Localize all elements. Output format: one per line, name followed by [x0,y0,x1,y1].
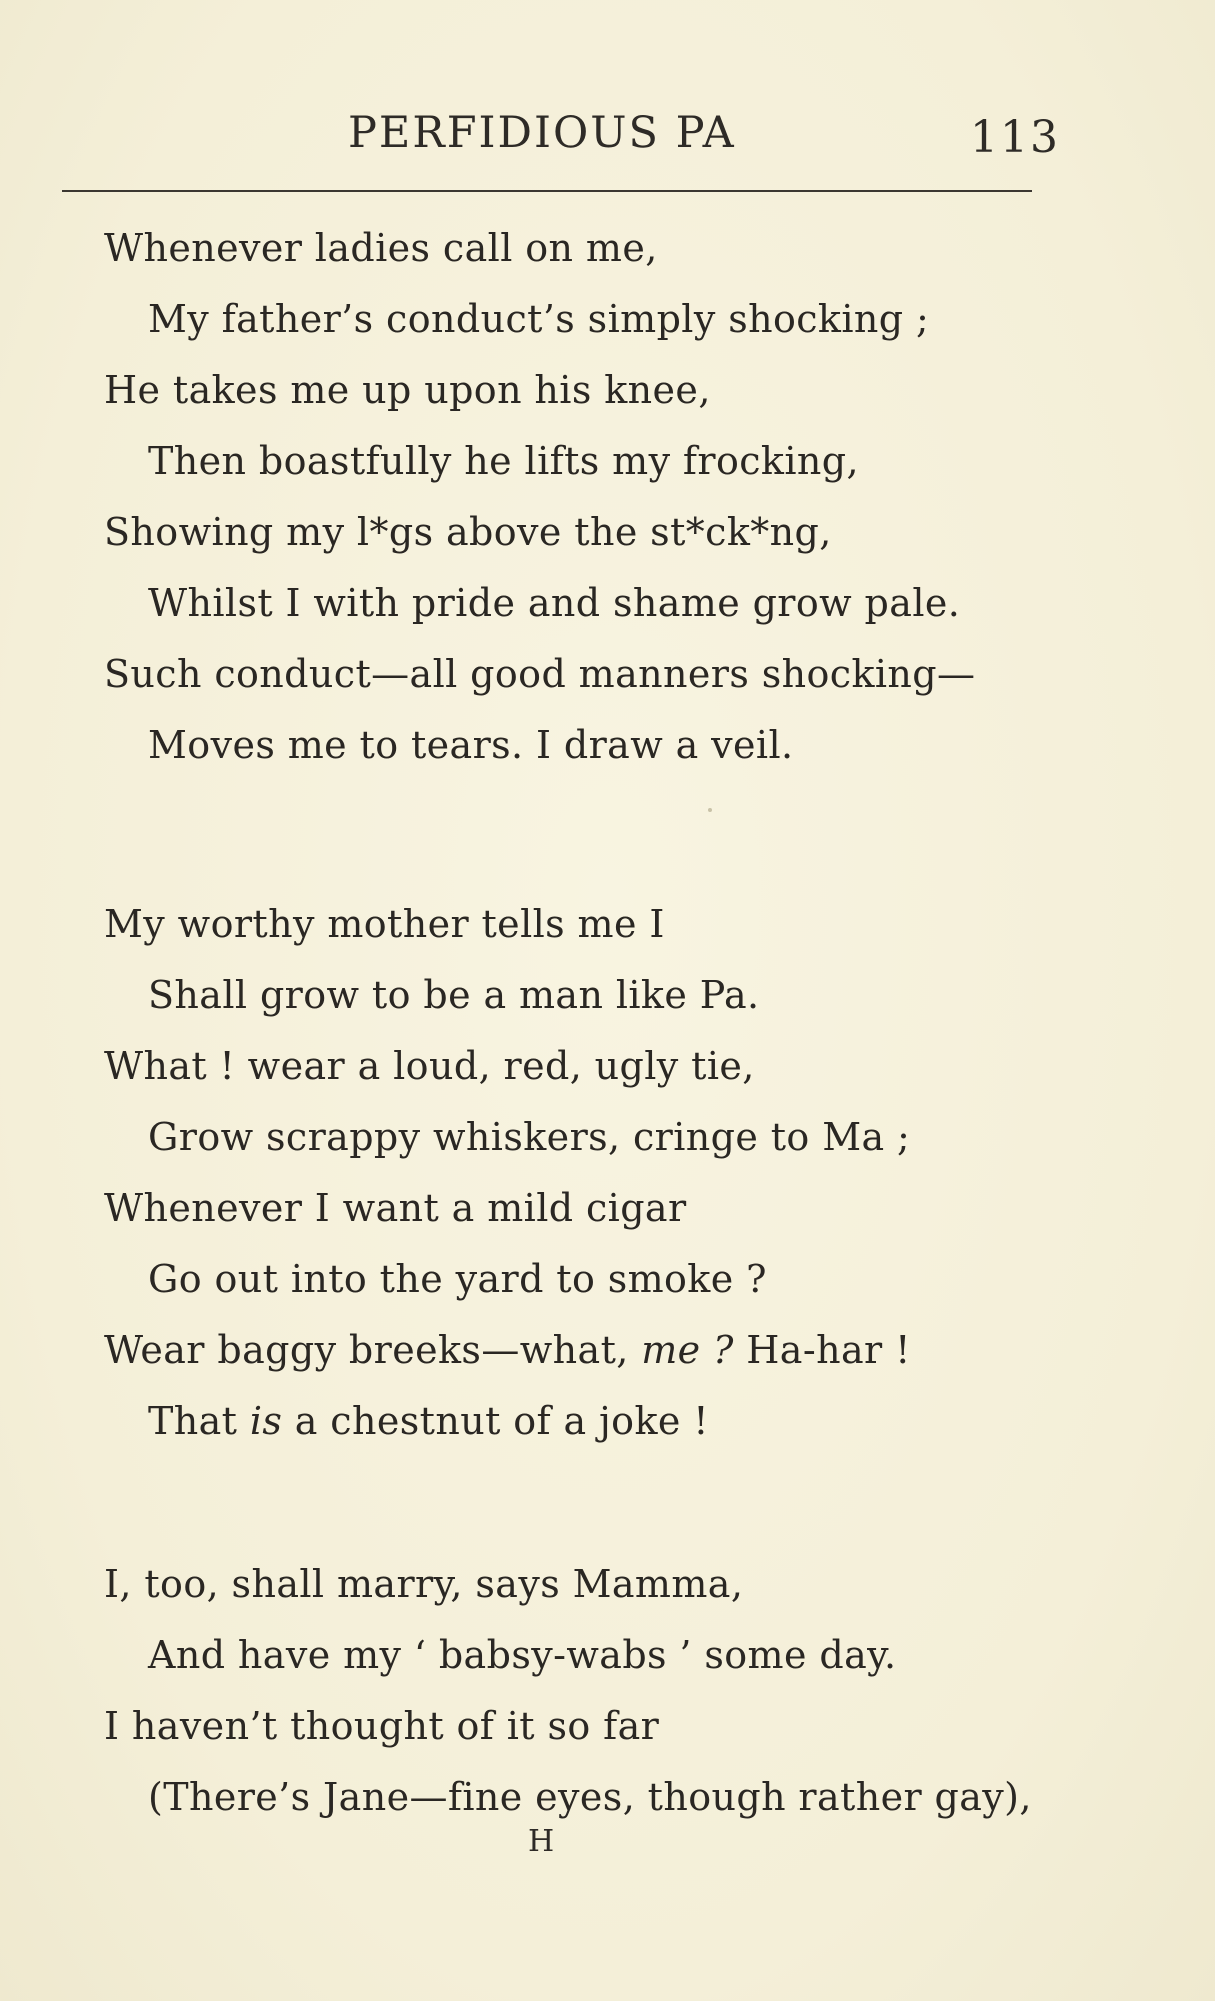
header-rule [62,190,1032,192]
signature-mark: H [528,1824,556,1859]
poem-line: He takes me up upon his knee, [104,368,711,412]
poem-line: Go out into the yard to smoke ? [148,1257,767,1301]
poem-line: Whilst I with pride and shame grow pale. [148,581,961,625]
poem-line: Showing my l*gs above the st*ck*ng, [104,510,832,554]
italic-word: is [249,1399,283,1443]
poem-line: What ! wear a loud, red, ugly tie, [104,1044,755,1088]
poem-line: My worthy mother tells me I [104,902,665,946]
poem-line: I, too, shall marry, says Mamma, [104,1562,744,1606]
poem-line: Such conduct—all good manners shocking— [104,652,976,696]
poem-line: Grow scrappy whiskers, cringe to Ma ; [148,1115,911,1159]
poem-line: My father’s conduct’s simply shocking ; [148,297,930,341]
paper-speck [708,808,712,812]
line-text: Ha-har ! [733,1328,911,1372]
running-head-title: PERFIDIOUS PA [348,108,736,158]
running-head [0,108,1215,168]
line-text: Wear baggy breeks—what, [104,1328,642,1372]
poem-line: (There’s Jane—fine eyes, though rather gay), [148,1775,1032,1819]
page-number: 113 [970,112,1060,163]
poem-line: Moves me to tears. I draw a veil. [148,723,794,767]
poem-line: I haven’t thought of it so far [104,1704,660,1748]
poem-line: Then boastfully he lifts my frocking, [148,439,859,483]
poem-line: Shall grow to be a man like Pa. [148,973,760,1017]
poem-line: Whenever I want a mild cigar [104,1186,687,1230]
poem-line: Whenever ladies call on me, [104,226,658,270]
italic-word: me ? [641,1328,734,1372]
poem-line [148,1399,709,1443]
poem-line: And have my ‘ babsy-wabs ’ some day. [148,1633,897,1677]
line-text: a chestnut of a joke ! [282,1399,709,1443]
line-text: That [148,1399,250,1443]
poem-line [104,1328,911,1372]
